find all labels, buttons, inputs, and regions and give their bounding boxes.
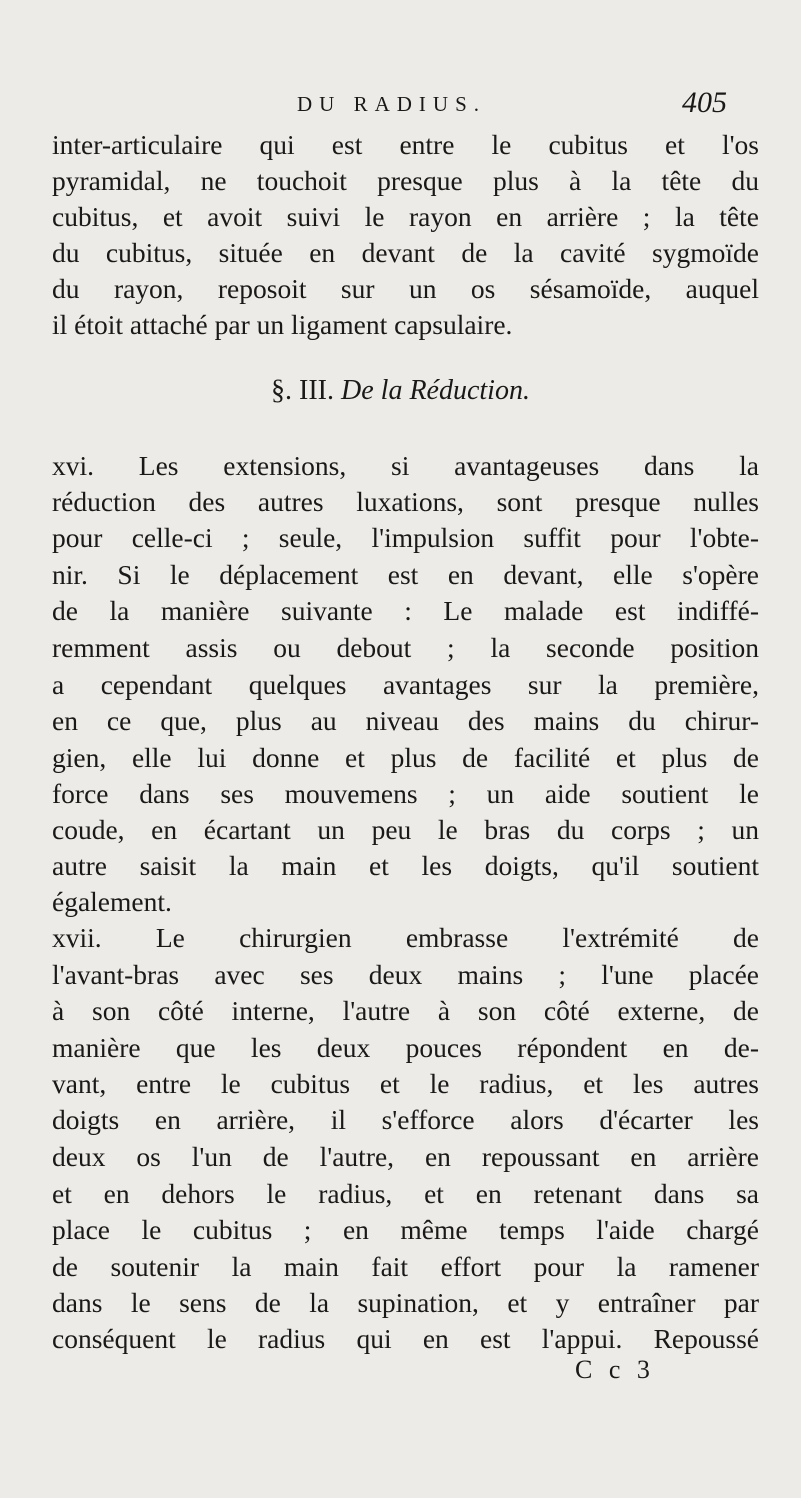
text-line: réduction des autres luxations, sont presque nulles (52, 486, 759, 517)
text-line: pyramidal, ne touchoit presque plus à la tête du (52, 165, 759, 196)
text-line: et en dehors le radius, et en retenant dans sa (52, 1178, 759, 1209)
text-line: du rayon, reposoit sur un os sésamoïde, auquel (52, 273, 759, 304)
page-number: 405 (682, 86, 727, 119)
text-line: force dans ses mouvemens ; un aide soutient le (52, 778, 759, 809)
text-line: inter-articulaire qui est entre le cubitus et l'os (52, 129, 759, 160)
text-line: manière que les deux pouces répondent en de- (52, 1032, 759, 1063)
text-line: il étoit attaché par un ligament capsulaire. (52, 309, 513, 340)
text-line: l'avant-bras avec ses deux mains ; l'une placée (52, 959, 759, 990)
text-line: xvi. Les extensions, si avantageuses dans la (52, 450, 759, 481)
page-header (0, 86, 801, 126)
text-line: de soutenir la main fait effort pour la ramener (52, 1251, 759, 1282)
section-heading (0, 373, 801, 409)
text-line: place le cubitus ; en même temps l'aide chargé (52, 1214, 759, 1245)
text-line: à son côté interne, l'autre à son côté externe, de (52, 995, 759, 1026)
text-line: gien, elle lui donne et plus de facilité et plus de (52, 742, 759, 773)
signature-mark: C c 3 (575, 1355, 655, 1384)
text-line: de la manière suivante : Le malade est indiffé- (52, 595, 759, 626)
section-number: §. III. (271, 375, 335, 406)
text-line: également. (52, 886, 172, 917)
text-line: autre saisit la main et les doigts, qu'il soutient (52, 850, 759, 881)
text-line: pour celle-ci ; seule, l'impulsion suffit pour l'obte- (52, 522, 759, 553)
text-line: dans le sens de la supination, et y entraîner par (52, 1287, 759, 1318)
text-line: remment assis ou debout ; la seconde position (52, 632, 759, 663)
text-line: deux os l'un de l'autre, en repoussant en arrière (52, 1141, 759, 1172)
text-line: en ce que, plus au niveau des mains du chirur- (52, 705, 759, 736)
text-line: du cubitus, située en devant de la cavité sygmoïde (52, 237, 759, 268)
text-line: vant, entre le cubitus et le radius, et les autres (52, 1068, 759, 1099)
text-line: coude, en écartant un peu le bras du corps ; un (52, 814, 759, 845)
section-title: De la Réduction. (341, 375, 530, 406)
text-line: xvii. Le chirurgien embrasse l'extrémité de (52, 922, 759, 953)
running-head: DU RADIUS. (297, 92, 487, 116)
text-line: cubitus, et avoit suivi le rayon en arrière ; la tête (52, 201, 759, 232)
text-line: nir. Si le déplacement est en devant, elle s'opère (52, 559, 759, 590)
text-line: doigts en arrière, il s'efforce alors d'écarter les (52, 1104, 759, 1135)
text-line: conséquent le radius qui en est l'appui. Repoussé (52, 1323, 759, 1354)
text-line: a cependant quelques avantages sur la première, (52, 669, 759, 700)
